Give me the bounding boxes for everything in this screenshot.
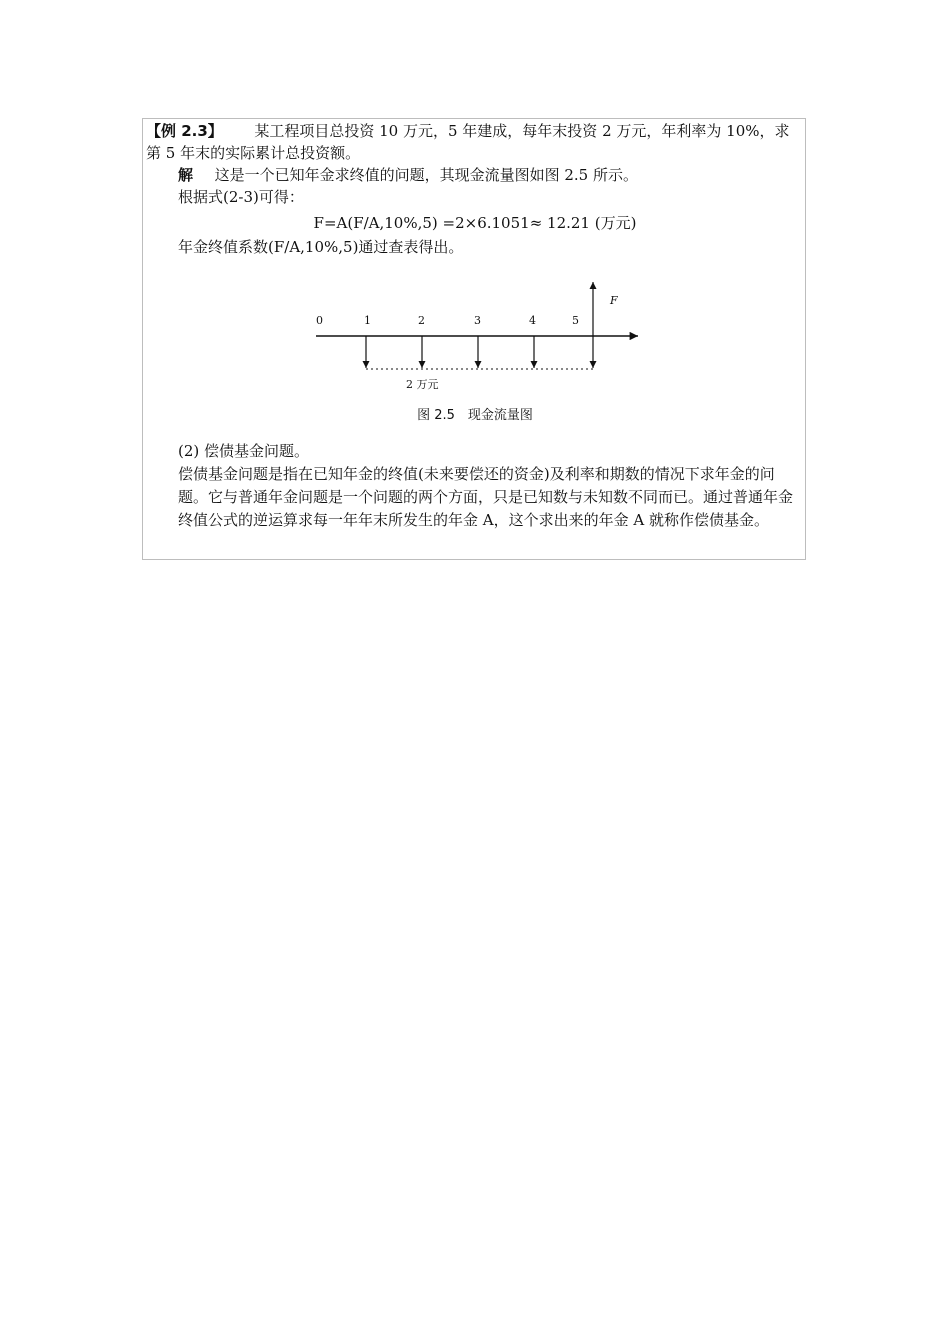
- tick-label-0: 0: [316, 314, 323, 327]
- example-label: 【例 2.3】: [146, 122, 223, 140]
- section-paragraph: 偿债基金问题是指在已知年金的终值(未来要偿还的资金)及利率和期数的情况下求年金的问题。它与普通年金问题是一个问题的两个方面，只是已知数与未知数不同而已。通过普通年金终值公式的逆运算求每一年年末所发生的年金 A，这个求出来的年金 A 就称作偿债基金。: [178, 465, 794, 529]
- tick-label-2: 2: [418, 314, 425, 327]
- tick-label-5: 5: [572, 314, 579, 327]
- future-value-label: F: [610, 294, 618, 307]
- tick-label-4: 4: [529, 314, 536, 327]
- example-text: 某工程项目总投资 10 万元，5 年建成，每年末投资 2 万元，年利率为 10%，求第 5 年末的实际累计总投资额。: [146, 122, 790, 162]
- cash-flow-svg: [300, 280, 650, 400]
- cash-flow-diagram: [300, 280, 650, 400]
- example-text-block: [146, 120, 804, 258]
- solution-label: 解: [178, 166, 194, 184]
- figure-caption: 图 2.5 现金流量图: [417, 408, 533, 423]
- solution-line: [146, 164, 804, 186]
- formula-line: F=A(F/A,10%,5) =2×6.1051≈ 12.21 (万元): [313, 214, 637, 232]
- tick-label-3: 3: [474, 314, 481, 327]
- section-heading: (2) 偿债基金问题。: [178, 442, 310, 460]
- annuity-label: 2 万元: [406, 378, 439, 391]
- solution-text: 这是一个已知年金求终值的问题，其现金流量图如图 2.5 所示。: [214, 166, 638, 184]
- factor-line: 年金终值系数(F/A,10%,5)通过查表得出。: [178, 238, 464, 256]
- example-statement: [146, 120, 804, 164]
- tick-label-1: 1: [364, 314, 371, 327]
- derive-line: 根据式(2-3)可得：: [178, 188, 304, 206]
- sinking-fund-section: [146, 440, 804, 532]
